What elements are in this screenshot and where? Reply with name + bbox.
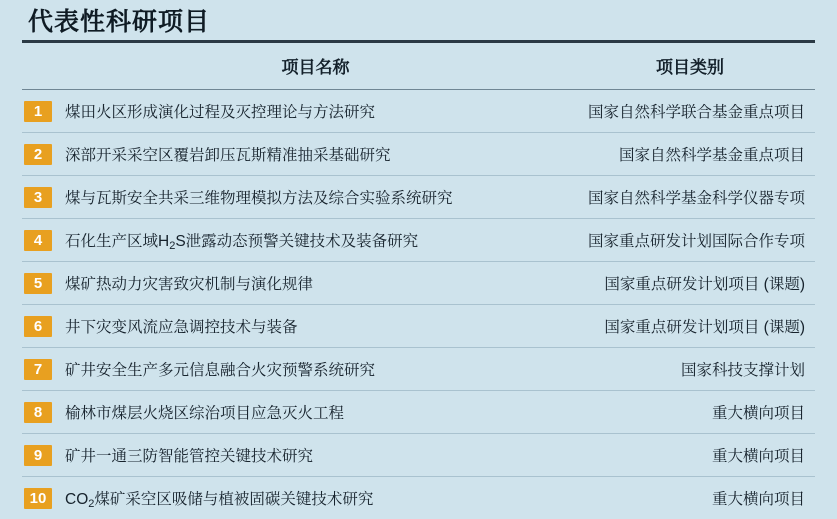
project-category-cell: 重大横向项目 bbox=[575, 434, 815, 477]
project-name-cell: 煤田火区形成演化过程及灭控理论与方法研究 bbox=[56, 90, 575, 133]
project-name-cell: 深部开采采空区覆岩卸压瓦斯精准抽采基础研究 bbox=[56, 133, 575, 176]
row-number-badge: 6 bbox=[24, 316, 52, 337]
project-name-prefix: CO bbox=[65, 491, 88, 508]
row-number-badge: 7 bbox=[24, 359, 52, 380]
project-category-cell: 重大横向项目 bbox=[575, 391, 815, 434]
project-name-prefix: 石化生产区域H bbox=[65, 233, 169, 250]
project-name-cell: 矿井安全生产多元信息融合火灾预警系统研究 bbox=[56, 348, 575, 391]
row-number-cell bbox=[22, 391, 56, 434]
projects-table bbox=[22, 43, 815, 519]
row-number-badge: 10 bbox=[24, 488, 52, 509]
project-name-cell: 矿井一通三防智能管控关键技术研究 bbox=[56, 434, 575, 477]
project-name-cell: 井下灾变风流应急调控技术与装备 bbox=[56, 305, 575, 348]
table-row bbox=[22, 176, 815, 219]
project-category-cell: 国家科技支撑计划 bbox=[575, 348, 815, 391]
row-number-badge: 9 bbox=[24, 445, 52, 466]
project-name-suffix: S泄露动态预警关键技术及装备研究 bbox=[175, 233, 418, 250]
table-row bbox=[22, 90, 815, 133]
table-row bbox=[22, 477, 815, 519]
table-row bbox=[22, 219, 815, 262]
row-number-cell bbox=[22, 219, 56, 262]
table-row bbox=[22, 262, 815, 305]
project-category-cell: 重大横向项目 bbox=[575, 477, 815, 519]
row-number-cell bbox=[22, 90, 56, 133]
table-row bbox=[22, 305, 815, 348]
table-row bbox=[22, 434, 815, 477]
column-header-name: 项目名称 bbox=[56, 43, 575, 90]
row-number-cell bbox=[22, 477, 56, 519]
table-row bbox=[22, 348, 815, 391]
row-number-cell bbox=[22, 434, 56, 477]
row-number-cell bbox=[22, 305, 56, 348]
project-name-cell bbox=[56, 477, 575, 519]
project-category-cell: 国家自然科学基金科学仪器专项 bbox=[575, 176, 815, 219]
page-title: 代表性科研项目 bbox=[28, 6, 837, 38]
table-header-row bbox=[22, 43, 815, 90]
project-category-cell: 国家重点研发计划项目 (课题) bbox=[575, 305, 815, 348]
row-number-badge: 5 bbox=[24, 273, 52, 294]
row-number-badge: 3 bbox=[24, 187, 52, 208]
column-header-number bbox=[22, 43, 56, 90]
project-name-subscript: 2 bbox=[169, 240, 175, 252]
row-number-cell bbox=[22, 348, 56, 391]
table-row bbox=[22, 133, 815, 176]
row-number-badge: 2 bbox=[24, 144, 52, 165]
project-name-cell: 煤与瓦斯安全共采三维物理模拟方法及综合实验系统研究 bbox=[56, 176, 575, 219]
page-header bbox=[0, 0, 837, 38]
row-number-cell bbox=[22, 176, 56, 219]
table-header bbox=[22, 43, 815, 90]
project-name-suffix: 煤矿采空区吸储与植被固碳关键技术研究 bbox=[94, 491, 373, 508]
row-number-cell bbox=[22, 262, 56, 305]
project-name-subscript: 2 bbox=[88, 498, 94, 510]
project-name-cell bbox=[56, 219, 575, 262]
row-number-badge: 4 bbox=[24, 230, 52, 251]
column-header-category: 项目类别 bbox=[575, 43, 815, 90]
table-body bbox=[22, 90, 815, 519]
project-name-cell: 煤矿热动力灾害致灾机制与演化规律 bbox=[56, 262, 575, 305]
row-number-badge: 8 bbox=[24, 402, 52, 423]
row-number-cell bbox=[22, 133, 56, 176]
project-category-cell: 国家重点研发计划项目 (课题) bbox=[575, 262, 815, 305]
table-row bbox=[22, 391, 815, 434]
project-name-cell: 榆林市煤层火烧区综治项目应急灭火工程 bbox=[56, 391, 575, 434]
row-number-badge: 1 bbox=[24, 101, 52, 122]
project-category-cell: 国家重点研发计划国际合作专项 bbox=[575, 219, 815, 262]
project-category-cell: 国家自然科学基金重点项目 bbox=[575, 133, 815, 176]
project-category-cell: 国家自然科学联合基金重点项目 bbox=[575, 90, 815, 133]
